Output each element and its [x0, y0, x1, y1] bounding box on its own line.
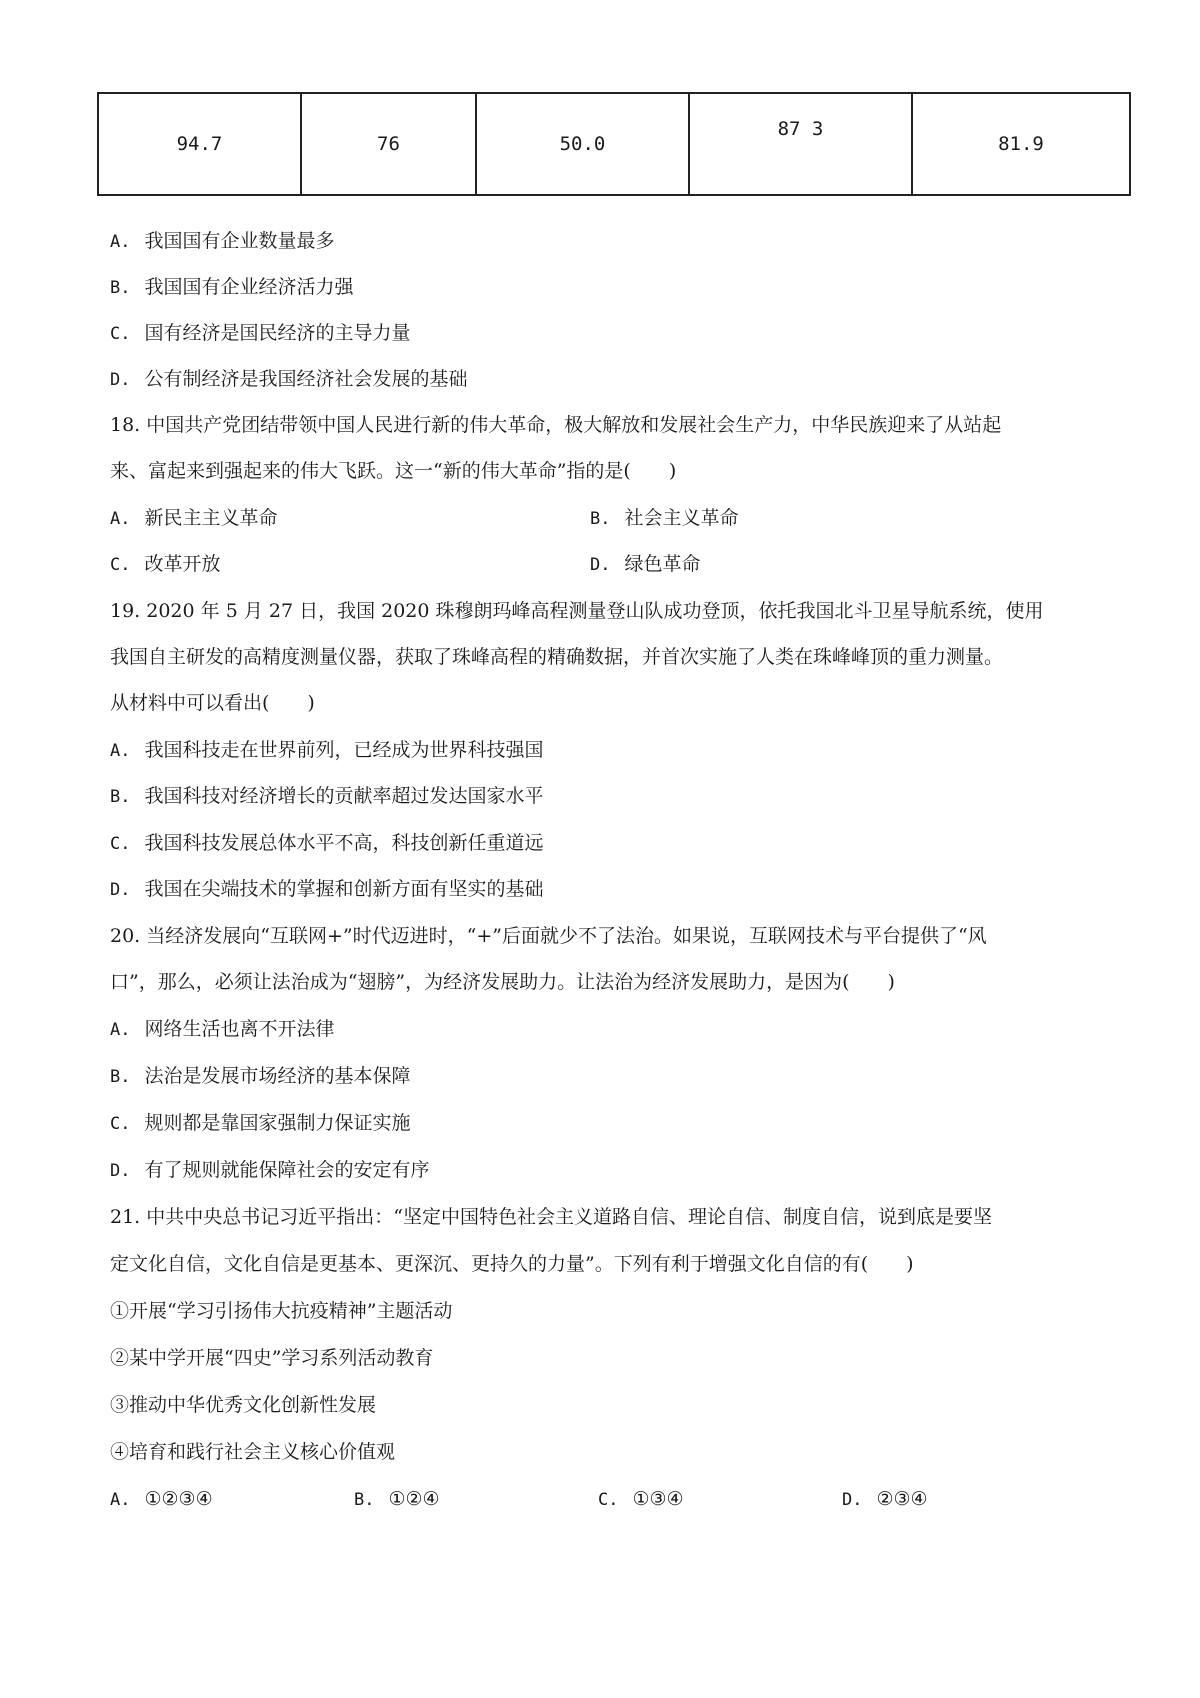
q18-option-d: D. 绿色革命 — [590, 553, 701, 575]
q21-stem-line-2: 定文化自信，文化自信是更基本、更深沉、更持久的力量”。下列有利于增强文化自信的有( ) — [110, 1253, 914, 1275]
q21-item-2: ②某中学开展“四史”学习系列活动教育 — [110, 1347, 434, 1369]
q18-option-a: A. 新民主主义革命 — [110, 507, 278, 529]
q20-option-a: A. 网络生活也离不开法律 — [110, 1018, 335, 1040]
q19-stem-line-3: 从材料中可以看出( ) — [110, 692, 315, 714]
q19-option-c: C. 我国科技发展总体水平不高，科技创新任重道远 — [110, 832, 544, 854]
table-cell: 76 — [301, 93, 476, 195]
q19-option-b: B. 我国科技对经济增长的贡献率超过发达国家水平 — [110, 785, 544, 807]
table-cell: 50.0 — [476, 93, 689, 195]
q21-item-1: ①开展“学习引扬伟大抗疫精神”主题活动 — [110, 1300, 453, 1322]
q20-option-c: C. 规则都是靠国家强制力保证实施 — [110, 1112, 411, 1134]
q18-stem-line-1: 18. 中国共产党团结带领中国人民进行新的伟大革命，极大解放和发展社会生产力，中华民族迎来了从站起 — [110, 414, 1002, 436]
q20-stem-line-2: 口”，那么，必须让法治成为“翅膀”，为经济发展助力。让法治为经济发展助力，是因为( ) — [110, 971, 895, 993]
q17-option-c: C. 国有经济是国民经济的主导力量 — [110, 322, 411, 344]
q18-stem-line-2: 来、富起来到强起来的伟大飞跃。这一“新的伟大革命”指的是( ) — [110, 460, 677, 482]
q19-option-d: D. 我国在尖端技术的掌握和创新方面有坚实的基础 — [110, 878, 544, 900]
q21-item-3: ③推动中华优秀文化创新性发展 — [110, 1394, 377, 1416]
q18-option-c: C. 改革开放 — [110, 553, 221, 575]
q18-option-b: B. 社会主义革命 — [590, 507, 739, 529]
q21-stem-line-1: 21. 中共中央总书记习近平指出：“坚定中国特色社会主义道路自信、理论自信、制度自信，说到底是要坚 — [110, 1206, 992, 1228]
table-cell: 94.7 — [98, 93, 301, 195]
q21-option-a: A. ①②③④ — [110, 1488, 213, 1510]
q19-stem-line-1: 19. 2020 年 5 月 27 日，我国 2020 珠穆朗玛峰高程测量登山队成功登顶，依托我国北斗卫星导航系统，使用 — [110, 600, 1044, 622]
table-row — [98, 93, 1130, 195]
q21-option-c: C. ①③④ — [598, 1488, 684, 1510]
q17-option-b: B. 我国国有企业经济活力强 — [110, 276, 354, 298]
q19-stem-line-2: 我国自主研发的高精度测量仪器，获取了珠峰高程的精确数据，并首次实施了人类在珠峰峰顶的重力测量。 — [110, 646, 1004, 668]
q21-option-b: B. ①②④ — [354, 1488, 440, 1510]
q21-item-4: ④培育和践行社会主义核心价值观 — [110, 1441, 396, 1463]
q17-option-d: D. 公有制经济是我国经济社会发展的基础 — [110, 368, 468, 390]
data-table — [97, 92, 1131, 196]
q19-option-a: A. 我国科技走在世界前列，已经成为世界科技强国 — [110, 739, 544, 761]
q20-option-b: B. 法治是发展市场经济的基本保障 — [110, 1065, 411, 1087]
table-cell: 87 3 — [689, 93, 912, 195]
q21-option-d: D. ②③④ — [842, 1488, 928, 1510]
q17-option-a: A. 我国国有企业数量最多 — [110, 230, 335, 252]
table-cell: 81.9 — [912, 93, 1130, 195]
q20-stem-line-1: 20. 当经济发展向“互联网+”时代迈进时，“+”后面就少不了法治。如果说，互联网技术与平台提供了“风 — [110, 925, 987, 947]
q20-option-d: D. 有了规则就能保障社会的安定有序 — [110, 1159, 430, 1181]
